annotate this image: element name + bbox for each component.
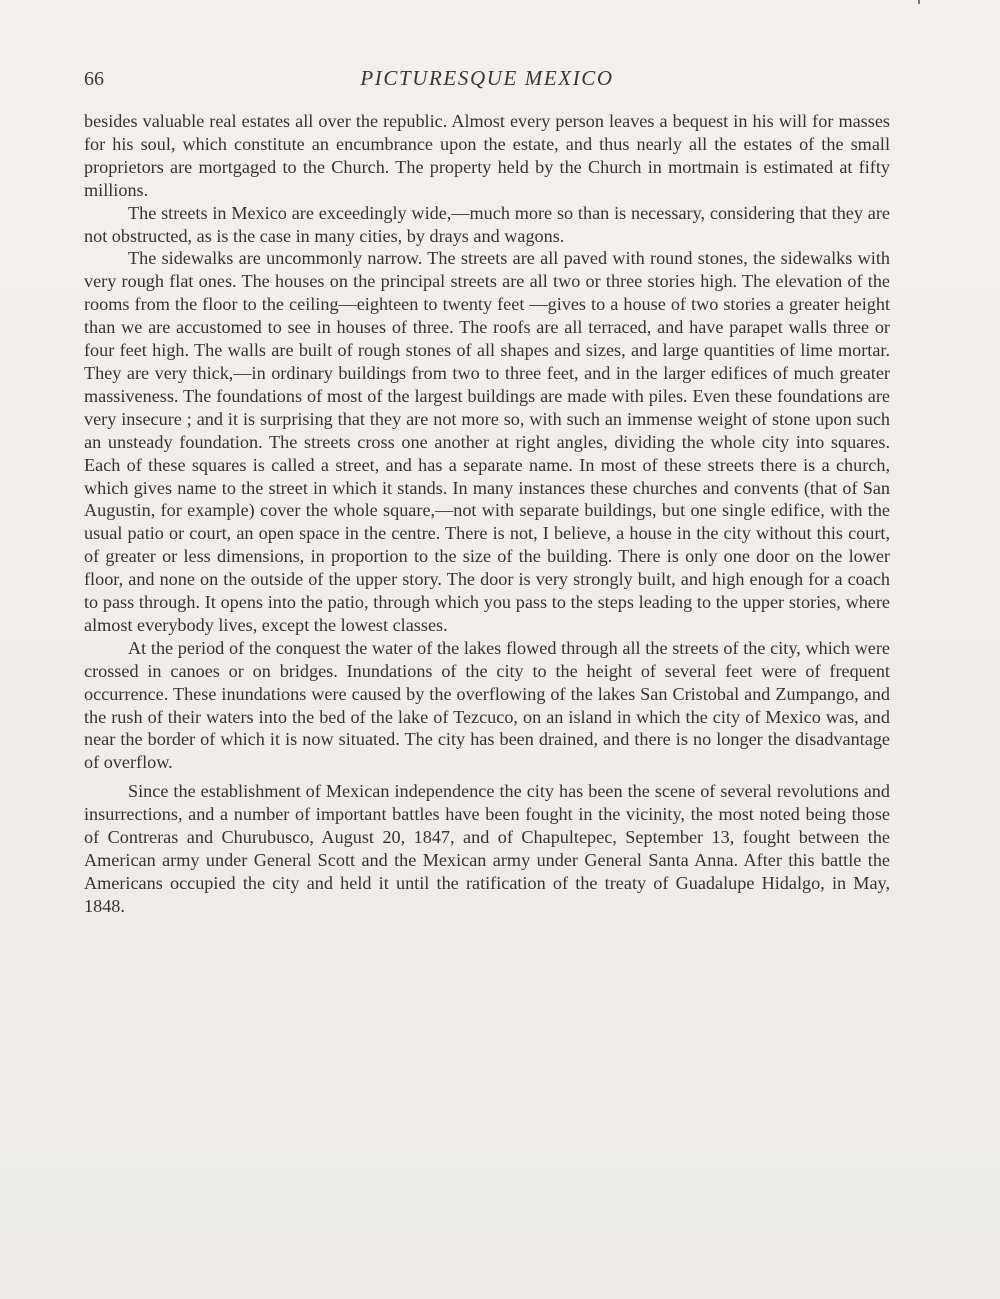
page-header — [84, 66, 890, 98]
paragraph-sidewalks: The sidewalks are uncommonly narrow. The streets are all paved with round stones, the sidewalks with very rough flat ones. The houses on the principal streets are all two or three stories high. The elevation of the rooms from the floor to the ceiling—eighteen to twenty feet —gives to a house of two stories a greater height than we are accustomed to see in houses of three. The roofs are all terraced, and have parapet walls three or four feet high. The walls are built of rough stones of all shapes and sizes, and large quantities of lime mortar. They are very thick,—in ordinary buildings from two to three feet, and in the larger edifices of much greater massiveness. The foundations of most of the largest buildings are made with piles. Even these foundations are very insecure ; and it is surprising that they are not more so, with such an immense weight of stone upon such an unsteady foundation. The streets cross one another at right angles, dividing the whole city into squares. Each of these squares is called a street, and has a separate name. In most of these streets there is a church, which gives name to the street in which it stands. In many instances these churches and convents (that of San Augustin, for example) cover the whole square,—not with separate buildings, but one single edifice, with the usual patio or court, an open space in the centre. There is not, I believe, a house in the city without this court, of greater or less dimensions, in proportion to the size of the building. There is only one door on the lower floor, and none on the outside of the upper story. The door is very strongly built, and high enough for a coach to pass through. It opens into the patio, through which you pass to the steps leading to the upper stories, where almost everybody lives, except the lowest classes. — [84, 248, 890, 635]
running-title: PICTURESQUE MEXICO — [360, 66, 614, 90]
paragraph-continued: besides valuable real estates all over the republic. Almost every person leaves a bequest in his will for masses for his soul, which constitute an encumbrance upon the estate, and thus nearly all the estates of the small proprietors are mortgaged to the Church. The property held by the Church in mortmain is estimated at fifty millions. — [84, 111, 890, 200]
paragraph-independence: Since the establishment of Mexican independence the city has been the scene of several revolutions and insurrections, and a number of important battles have been fought in the vicinity, the most noted being those of Contreras and Churubusco, August 20, 1847, and of Chapultepec, September 13, fought between the American army under General Scott and the Mexican army under General Santa Anna. After this battle the Americans occupied the city and held it until the ratification of the treaty of Guadalupe Hidalgo, in May, 1848. — [84, 781, 890, 916]
body-text — [84, 110, 890, 918]
paragraph-conquest-waters: At the period of the conquest the water of the lakes flowed through all the streets of the city, which were crossed in canoes or on bridges. Inundations of the city to the height of several feet were of frequent occurrence. These inundations were caused by the overflowing of the lakes San Cristobal and Zumpango, and the rush of their waters into the bed of the lake of Tezcuco, on an island in which the city of Mexico was, and near the border of which it is now situated. The city has been drained, and there is no longer the disadvantage of overflow. — [84, 637, 890, 773]
page-number: 66 — [84, 68, 104, 90]
page-edge-mark — [918, 0, 920, 4]
paragraph-streets: The streets in Mexico are exceedingly wide,—much more so than is necessary, considering that they are not obstructed, as is the case in many cities, by drays and wagons. — [84, 202, 890, 246]
